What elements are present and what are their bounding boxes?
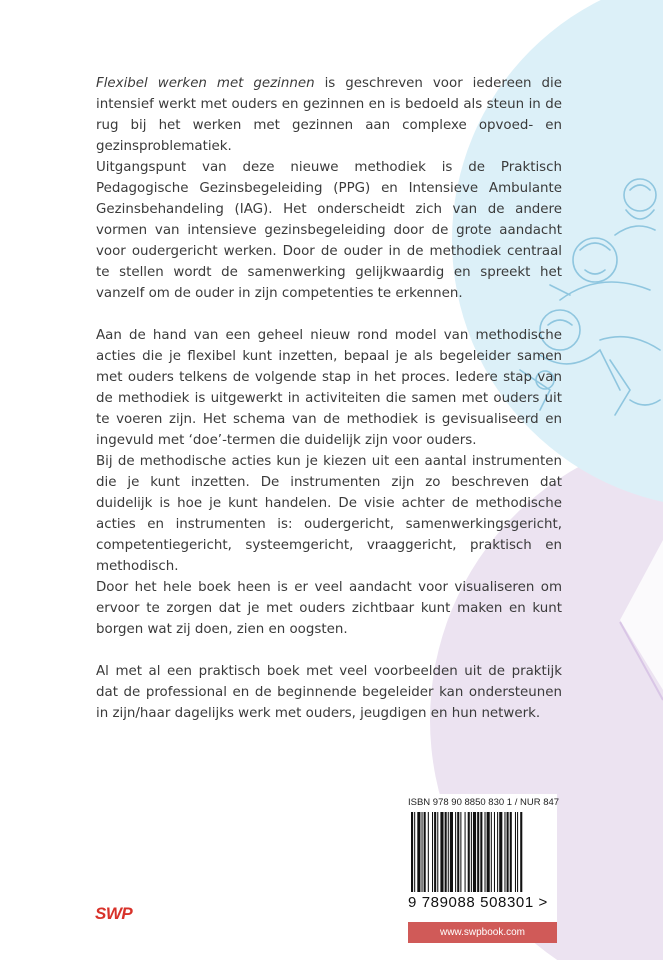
barcode-bar <box>517 812 518 892</box>
barcode-bar <box>499 812 502 892</box>
barcode-bar <box>485 812 486 892</box>
barcode-bar <box>497 812 498 892</box>
barcode-bar <box>477 812 479 892</box>
paragraph-model: Aan de hand van een geheel nieuw rond model van methodische acties die je flexibel kunt inzetten, bepaal je als begeleider samen met ouders telkens de volgende stap in het proces. Iedere stap van de methodiek is uitgewerkt in activiteiten die samen met ouders uit te voeren zijn. Het schema van de methodiek is gevisualiseerd en ingevuld met ‘doe’-termen die duidelijk zijn voor ouders. <box>96 328 562 448</box>
publisher-url[interactable]: www.swpbook.com <box>408 922 557 943</box>
barcode-digits: 9 789088 508301 > <box>408 894 548 911</box>
barcode-bar <box>465 812 466 892</box>
isbn-text: ISBN 978 90 8850 830 1 / NUR 847 <box>408 797 560 808</box>
barcode-bar <box>471 812 472 892</box>
barcode-bar <box>487 812 490 892</box>
barcode-bar <box>507 812 509 892</box>
barcode-bar <box>515 812 516 892</box>
paragraph-methodiek: Uitgangspunt van deze nieuwe methodiek is de Praktisch Pedagogische Gezinsbegeleiding (PPG) en Intensieve Ambulante Gezinsbehandeling (IAG). Het onderscheidt zich van de andere vormen van intensieve gezinsbegeleiding door de grote aandacht voor oudergericht werken. Door de ouder in de methodiek centraal te stellen wordt de samenwerking gelijkwaardig en spreekt het vanzelf om de ouder in zijn competenties te erkennen. <box>96 160 562 301</box>
intro-text: is geschreven voor iedereen die intensief werkt met ouders en gezinnen en is bedoeld als steun in de rug bij het werken met gezinnen aan complexe opvoed- en gezinsproblematiek. <box>96 76 562 154</box>
barcode-bar <box>422 812 423 892</box>
barcode-bar <box>480 812 482 892</box>
barcode-bar <box>417 812 420 892</box>
barcode-bar <box>411 812 413 892</box>
paragraph-instrumenten: Bij de methodische acties kun je kiezen uit een aantal instrumenten die je kunt inzetten. De instrumenten zijn zo beschreven dat duidelijk is hoe je kunt handelen. De visie achter de methodische acties en instrumenten is: oudergericht, samenwerkingsgericht, competentiegericht, systeemgericht, vraaggericht, praktisch en methodisch. <box>96 454 562 574</box>
barcode-bar <box>494 812 495 892</box>
barcode-bar <box>468 812 470 892</box>
barcode-bar <box>424 812 426 892</box>
barcode-bar <box>428 812 429 892</box>
barcode-bar <box>491 812 492 892</box>
barcode-bar <box>460 812 461 892</box>
book-title-inline: Flexibel werken met gezinnen <box>96 76 315 91</box>
barcode-bar <box>504 812 505 892</box>
barcode-bar <box>445 812 447 892</box>
barcode-bar <box>414 812 415 892</box>
barcode-bar <box>455 812 456 892</box>
barcode-bar <box>432 812 433 892</box>
barcode-bar <box>510 812 512 892</box>
barcode-bar <box>448 812 449 892</box>
paragraph-summary: Al met al een praktisch boek met veel voorbeelden uit de praktijk dat de professional en de beginnende begeleider kan ondersteunen in zijn/haar dagelijks werk met ouders, jeugdigen en hun netwerk. <box>96 664 562 721</box>
barcode-bar <box>473 812 476 892</box>
barcode-bar <box>450 812 453 892</box>
swp-logo: SWP <box>95 904 133 923</box>
barcode-bars <box>408 812 557 892</box>
back-cover-blurb <box>96 73 562 724</box>
barcode-bar <box>434 812 436 892</box>
barcode-bar <box>457 812 459 892</box>
paragraph-visualiseren: Door het hele boek heen is er veel aandacht voor visualiseren om ervoor te zorgen dat je met ouders zichtbaar kunt maken en kunt borgen wat zij doen, zien en oogsten. <box>96 580 562 637</box>
barcode-bar <box>520 812 522 892</box>
barcode-bar <box>437 812 438 892</box>
barcode-bar <box>440 812 443 892</box>
paragraph-intro <box>96 73 562 157</box>
